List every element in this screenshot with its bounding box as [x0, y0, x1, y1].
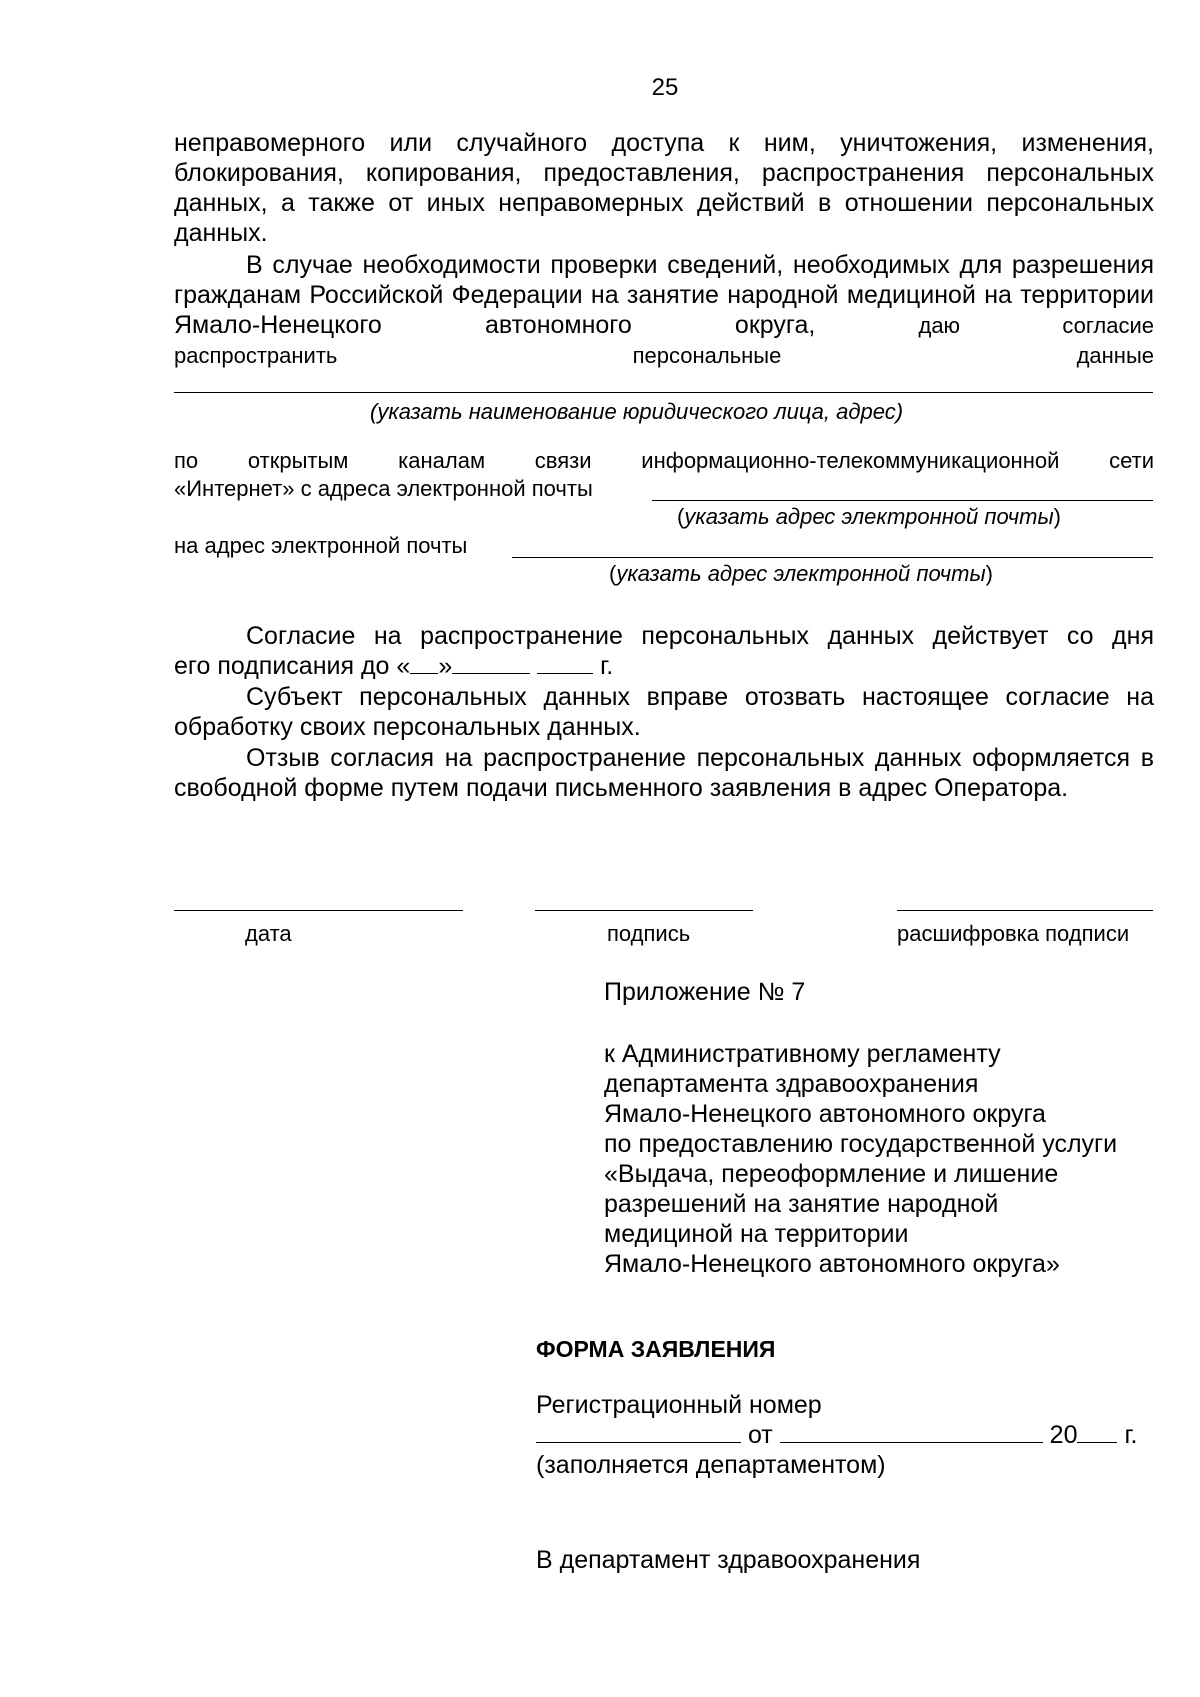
signature-label: подпись [607, 921, 691, 946]
year-prefix: 20 [1049, 1421, 1078, 1449]
month-blank [452, 651, 530, 674]
caption-open: ( [677, 504, 685, 529]
verification-tail: даю согласие [918, 313, 1154, 338]
to-email-label: на адрес электронной почты [174, 533, 468, 558]
day-blank [410, 651, 438, 674]
caption-text: указать адрес электронной почты [616, 561, 986, 586]
to-email-caption [609, 561, 993, 587]
until-mid: » [438, 652, 453, 680]
distribute-line: распространить персональные данные [174, 343, 1154, 368]
signature-line [535, 910, 753, 911]
caption-open: ( [609, 561, 617, 586]
appendix-line: разрешений на занятие народной [604, 1190, 999, 1218]
caption-text: указать адрес электронной почты [684, 504, 1054, 529]
addressee-line: В департамент здравоохранения [536, 1546, 921, 1574]
filled-by-note: (заполняется департаментом) [536, 1451, 886, 1479]
caption-close: ) [1053, 504, 1061, 529]
paragraph-revoke: Субъект персональных данных вправе отозвать настоящее согласие на обработку своих персональных данных. [174, 683, 1154, 741]
decode-line [897, 910, 1153, 911]
until-suffix: г. [600, 652, 614, 680]
appendix-line: медициной на территории [604, 1220, 909, 1248]
legal-entity-caption: (указать наименование юридического лица, адрес) [370, 399, 904, 424]
from-email-caption [677, 504, 1061, 530]
year-suffix: г. [1124, 1421, 1138, 1449]
registration-number-label: Регистрационный номер [536, 1391, 822, 1419]
paragraph-revoke-form: Отзыв согласия на распространение персональных данных оформляется в свободной форме путем подачи письменного заявления в адрес Оператора. [174, 744, 1154, 802]
appendix-line: «Выдача, переоформление и лишение [604, 1160, 1059, 1188]
paragraph-protection: неправомерного или случайного доступа к ним, уничтожения, изменения, блокирования, копирования, предоставления, распространения персональных данных, а также от иных неправомерных действий в отношении персональных данных. [174, 129, 1154, 247]
appendix-line: департамента здравоохранения [604, 1070, 979, 1098]
year-blank [537, 651, 593, 674]
from-label: от [747, 1421, 773, 1449]
channels-line: по открытым каналам связи информационно-телекоммуникационной сети [174, 448, 1154, 473]
date-label: дата [245, 921, 292, 946]
until-prefix: его подписания до « [174, 652, 411, 680]
to-email-line [512, 557, 1153, 558]
date-line [174, 910, 463, 911]
internet-from-label: «Интернет» с адреса электронной почты [174, 476, 593, 501]
reg-date-blank [780, 1420, 1043, 1443]
caption-close: ) [985, 561, 993, 586]
from-email-line [652, 500, 1153, 501]
appendix-line: Ямало-Ненецкого автономного округа» [604, 1250, 1060, 1278]
consent-until [174, 651, 613, 681]
appendix-line: по предоставлению государственной услуги [604, 1130, 1118, 1158]
decode-label: расшифровка подписи [897, 921, 1130, 946]
appendix-line: к Административному регламенту [604, 1040, 1001, 1068]
consent-validity: Согласие на распространение персональных данных действует со дня [246, 622, 1154, 650]
registration-number-row [536, 1420, 1137, 1450]
verification-text: В случае необходимости проверки сведений, необходимых для разрешения гражданам Российской Федерации на занятие народной медициной на территории Ямало-Ненецкого автономного округа, [174, 251, 1154, 339]
page-number: 25 [651, 74, 679, 101]
reg-year-blank [1077, 1420, 1117, 1443]
appendix-line: Ямало-Ненецкого автономного округа [604, 1100, 1046, 1128]
legal-entity-line [174, 392, 1153, 393]
paragraph-verification [174, 250, 1154, 341]
form-title: ФОРМА ЗАЯВЛЕНИЯ [536, 1336, 776, 1362]
appendix-title: Приложение № 7 [604, 978, 806, 1006]
reg-number-blank [536, 1420, 741, 1443]
